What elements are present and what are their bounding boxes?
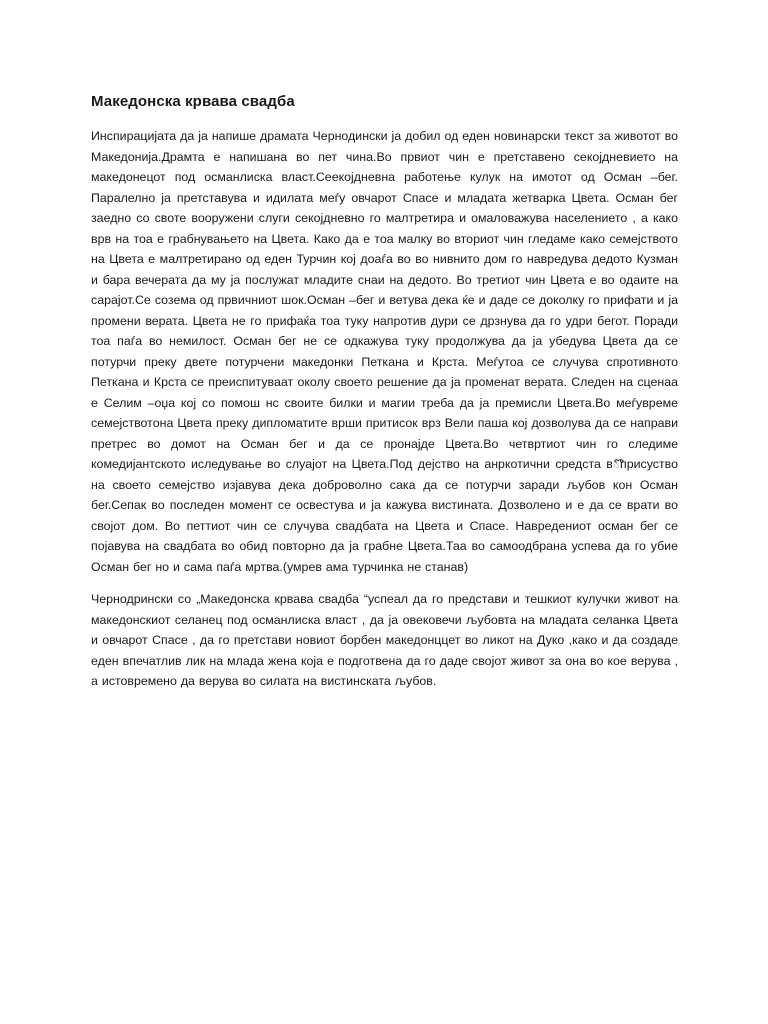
paragraph-conclusion: Чернодрински со „Македонска крвава свадба “успеал да го предстaви и тешкиот кулучки живот на македонскиот селанец под османлиска власт , да ја овековечи љубовта на младата селанка Цвета и овчарот Спасе , да го претстави новиот борбен македонццет во ликот на Дуко ,како и да создаде еден впечатлив лик на млада жена која е подготвена да го даде својот живот за она во кое верува , а истовремено да верува во силата на вистинската љубов. (91, 592, 678, 688)
paragraph-plot-summary: Инспирацијата да ја напише драмата Чернодински ја добил од еден новинарски текст за животот во Македонија.Драмта е напишана во пет чина.Во првиот чин е претставено секојдневието на македонецот под османлиска власт.Сеекојдневна работење кулук на имотот од Осман –бег. Паралелно ја претставува и идилата меѓу овчарот Спасе и младата жетварка Цвета. Осман бег заедно со своте вооружени слуги секојдневно го малтретира и омаловажува населението , а како врв на тоа е грабнувањето на Цвета. Како да е тоа малку во вториот чин гледаме како семејството на Цвета е малтретирано од еден Турчин кој доаѓа во во нивнито дом го навредува дедото Кузман и бара вечерата да му ја послужат младите снаи на дедото. Во третиот чин Цвета е во одаите на сарајот.Се созема од првичниот шок.Осман –бег и ветува дека ќе и даде се доколку го прифати и ја промени верата. Цвета не го прифаќа тоа туку напротив дури се дрзнува да го удри бегот. Поради тоа паѓа во немилост. Осман бег не се одкажува туку продолжува да ја убедува Цвета да се потурчи преку двете потурчени македонки Петкана и Крста. Меѓутоа се случува спротивното Петкана и Крста се преиспитуваат околу своето решение да ја променат верата. Следен на сценаа е Селим –оџа кој со помош нс своите билки и магии треба да ја премисли Цвета.Во меѓувреме семејствотона Цвета преку дипломатите врши притисок врз Вели паша кој дозволува да се направи претрес во домот на Осман бег и да се пронајде Цвета.Во четвртиот чин го следиме комедијантското иследување во слуајот на Цвета.Под дејство на анркотични средста вొприсуство на своето семејство изјавува дека доброволно сака да се потурчи заради љубов кон Осман бег.Сепак во последен момент се освестува и ја кажува вистината. Дозволено и е да се врати во својот дом. Во петтиот чин се случува свадбата на Цвета и Спасе. Навредениот осман бег се појавува на свадбата во обид повторно да ја грабне Цвета.Таа во самоодбрана успева да го убие Осман бег но и сама паѓа мртва.(умрев ама турчинка не станав) (91, 129, 678, 574)
document-page (91, 93, 678, 704)
document-title: Македонска крвава свадба (91, 93, 295, 110)
